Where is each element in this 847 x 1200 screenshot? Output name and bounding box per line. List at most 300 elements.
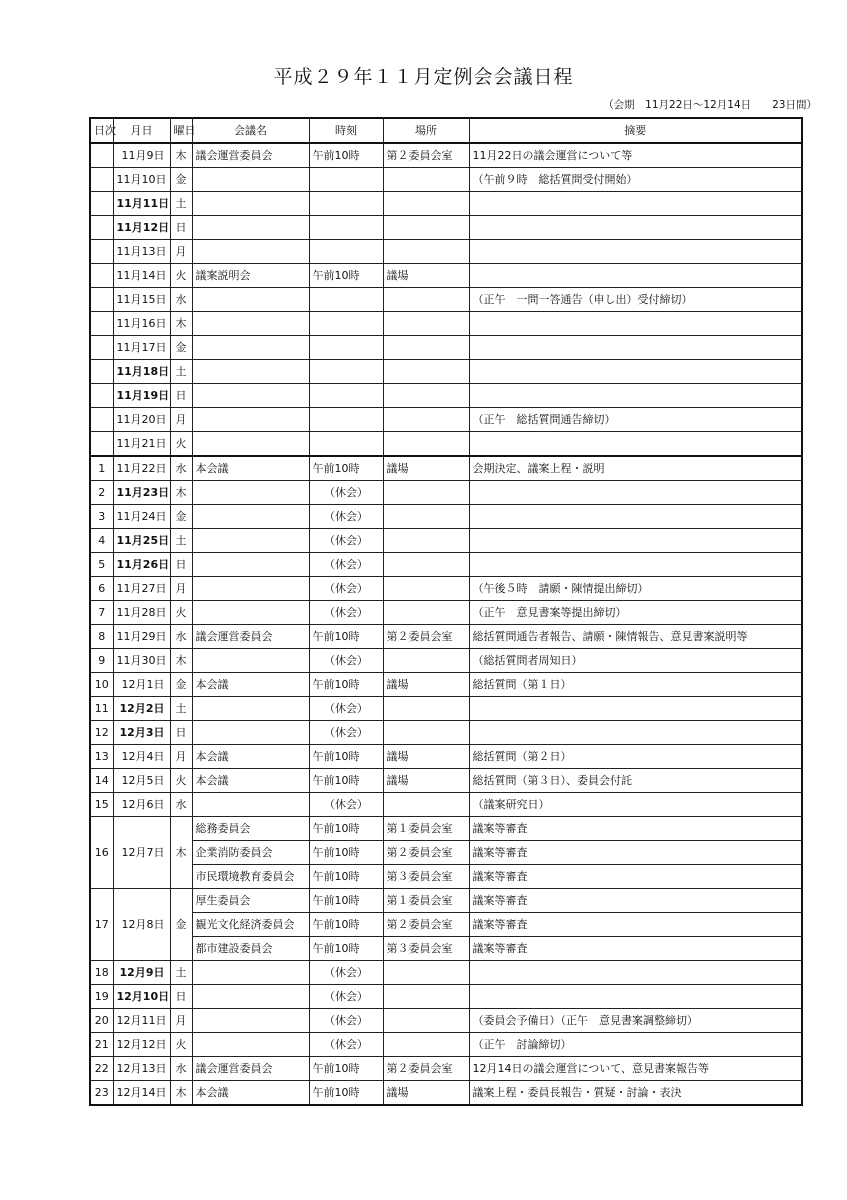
header-time: 時刻 [309,118,383,143]
time-cell: 午前10時 [309,745,383,769]
summary-cell: 総括質問（第３日）、委員会付託 [469,769,802,793]
date-cell: 11月17日 [113,336,170,360]
weekday-cell: 月 [170,408,192,432]
day-count-cell: 23 [90,1081,113,1106]
time-cell [309,288,383,312]
summary-cell: 総括質問（第２日） [469,745,802,769]
header-weekday: 曜日 [170,118,192,143]
table-row [90,721,802,745]
summary-cell: 議案上程・委員長報告・質疑・討論・表決 [469,1081,802,1106]
weekday-cell: 月 [170,745,192,769]
place-cell: 議場 [383,745,469,769]
time-cell [309,408,383,432]
meeting-cell: 企業消防委員会 [192,841,309,865]
summary-cell: 総括質問通告者報告、請願・陳情報告、意見書案説明等 [469,625,802,649]
meeting-cell: 本会議 [192,1081,309,1106]
meeting-cell: 厚生委員会 [192,889,309,913]
meeting-cell [192,312,309,336]
weekday-cell: 土 [170,360,192,384]
day-count-cell [90,336,113,360]
summary-cell: 議案等審査 [469,841,802,865]
table-row [90,769,802,793]
summary-cell: 議案等審査 [469,913,802,937]
weekday-cell: 土 [170,697,192,721]
day-count-cell: 8 [90,625,113,649]
day-count-cell: 13 [90,745,113,769]
table-row [90,505,802,529]
time-cell: 午前10時 [309,673,383,697]
table-row [90,697,802,721]
place-cell [383,577,469,601]
table-header-row [90,118,802,143]
summary-cell: （議案研究日） [469,793,802,817]
header-summary: 摘要 [469,118,802,143]
table-row [90,336,802,360]
date-cell: 12月4日 [113,745,170,769]
meeting-cell [192,961,309,985]
time-cell: （休会） [309,481,383,505]
time-cell: 午前10時 [309,1081,383,1106]
place-cell [383,961,469,985]
weekday-cell: 日 [170,216,192,240]
summary-cell [469,264,802,288]
meeting-cell: 市民環境教育委員会 [192,865,309,889]
table-row [90,456,802,481]
table-row [90,841,802,865]
summary-cell [469,505,802,529]
table-row [90,312,802,336]
table-row [90,913,802,937]
meeting-cell: 議会運営委員会 [192,1057,309,1081]
day-count-cell: 11 [90,697,113,721]
weekday-cell: 金 [170,889,192,961]
weekday-cell: 水 [170,288,192,312]
time-cell: 午前10時 [309,769,383,793]
meeting-cell [192,192,309,216]
place-cell [383,985,469,1009]
table-row [90,673,802,697]
table-row [90,937,802,961]
day-count-cell: 2 [90,481,113,505]
time-cell [309,240,383,264]
summary-cell: 議案等審査 [469,889,802,913]
weekday-cell: 火 [170,1033,192,1057]
time-cell: 午前10時 [309,143,383,168]
date-cell: 12月2日 [113,697,170,721]
meeting-cell: 本会議 [192,769,309,793]
header-meeting: 会議名 [192,118,309,143]
place-cell [383,553,469,577]
table-row [90,408,802,432]
place-cell [383,336,469,360]
place-cell [383,601,469,625]
place-cell: 議場 [383,264,469,288]
weekday-cell: 木 [170,481,192,505]
time-cell [309,432,383,457]
summary-cell: 議案等審査 [469,865,802,889]
date-cell: 12月14日 [113,1081,170,1106]
date-cell: 12月9日 [113,961,170,985]
table-row [90,961,802,985]
place-cell [383,168,469,192]
day-count-cell: 7 [90,601,113,625]
time-cell: （休会） [309,1009,383,1033]
meeting-cell: 議会運営委員会 [192,625,309,649]
day-count-cell [90,143,113,168]
day-count-cell: 15 [90,793,113,817]
place-cell [383,793,469,817]
time-cell [309,336,383,360]
schedule-body [90,143,802,1105]
weekday-cell: 木 [170,312,192,336]
weekday-cell: 土 [170,961,192,985]
place-cell [383,481,469,505]
time-cell [309,312,383,336]
weekday-cell: 木 [170,817,192,889]
date-cell: 11月27日 [113,577,170,601]
date-cell: 11月29日 [113,625,170,649]
weekday-cell: 木 [170,1081,192,1106]
weekday-cell: 月 [170,577,192,601]
time-cell [309,216,383,240]
place-cell [383,529,469,553]
place-cell [383,1009,469,1033]
header-place: 場所 [383,118,469,143]
time-cell: （休会） [309,529,383,553]
date-cell: 11月11日 [113,192,170,216]
meeting-cell [192,985,309,1009]
summary-cell: 議案等審査 [469,937,802,961]
summary-cell: （正午 一問一答通告（申し出）受付締切） [469,288,802,312]
day-count-cell: 5 [90,553,113,577]
place-cell: 第１委員会室 [383,889,469,913]
place-cell [383,288,469,312]
date-cell: 11月22日 [113,456,170,481]
meeting-cell: 観光文化経済委員会 [192,913,309,937]
table-row [90,553,802,577]
table-row [90,1009,802,1033]
day-count-cell: 10 [90,673,113,697]
place-cell [383,384,469,408]
weekday-cell: 日 [170,985,192,1009]
day-count-cell: 19 [90,985,113,1009]
summary-cell [469,529,802,553]
summary-cell: 11月22日の議会運営について等 [469,143,802,168]
meeting-cell: 本会議 [192,456,309,481]
summary-cell: （午前９時 総括質問受付開始） [469,168,802,192]
time-cell [309,168,383,192]
time-cell: （休会） [309,649,383,673]
weekday-cell: 水 [170,456,192,481]
date-cell: 12月12日 [113,1033,170,1057]
time-cell: 午前10時 [309,865,383,889]
place-cell: 第２委員会室 [383,913,469,937]
place-cell: 議場 [383,769,469,793]
table-row [90,240,802,264]
date-cell: 12月6日 [113,793,170,817]
header-day-count: 日次 [90,118,113,143]
time-cell: （休会） [309,505,383,529]
date-cell: 11月30日 [113,649,170,673]
day-count-cell [90,240,113,264]
weekday-cell: 木 [170,649,192,673]
place-cell: 第２委員会室 [383,841,469,865]
meeting-cell [192,649,309,673]
place-cell [383,505,469,529]
weekday-cell: 火 [170,601,192,625]
day-count-cell [90,216,113,240]
time-cell: 午前10時 [309,817,383,841]
weekday-cell: 月 [170,1009,192,1033]
place-cell: 第２委員会室 [383,625,469,649]
place-cell: 議場 [383,1081,469,1106]
day-count-cell: 3 [90,505,113,529]
date-cell: 11月19日 [113,384,170,408]
summary-cell: （正午 総括質問通告締切） [469,408,802,432]
time-cell: （休会） [309,1033,383,1057]
weekday-cell: 金 [170,336,192,360]
place-cell: 第２委員会室 [383,1057,469,1081]
table-row [90,865,802,889]
meeting-cell [192,721,309,745]
header-date: 月日 [113,118,170,143]
place-cell [383,312,469,336]
table-row [90,889,802,913]
day-count-cell: 20 [90,1009,113,1033]
date-cell: 12月13日 [113,1057,170,1081]
meeting-cell [192,216,309,240]
table-row [90,168,802,192]
summary-cell [469,312,802,336]
weekday-cell: 火 [170,264,192,288]
meeting-cell [192,432,309,457]
date-cell: 12月5日 [113,769,170,793]
meeting-cell: 議会運営委員会 [192,143,309,168]
time-cell: 午前10時 [309,889,383,913]
day-count-cell: 22 [90,1057,113,1081]
table-row [90,817,802,841]
time-cell: （休会） [309,721,383,745]
summary-cell [469,384,802,408]
date-cell: 12月1日 [113,673,170,697]
time-cell: 午前10時 [309,456,383,481]
date-cell: 12月8日 [113,889,170,961]
time-cell [309,192,383,216]
summary-cell [469,481,802,505]
meeting-cell [192,408,309,432]
place-cell [383,192,469,216]
summary-cell: （正午 討論締切） [469,1033,802,1057]
weekday-cell: 水 [170,793,192,817]
meeting-cell [192,481,309,505]
date-cell: 11月10日 [113,168,170,192]
day-count-cell: 17 [90,889,113,961]
place-cell [383,360,469,384]
weekday-cell: 木 [170,143,192,168]
time-cell: 午前10時 [309,264,383,288]
day-count-cell [90,264,113,288]
place-cell: 第２委員会室 [383,143,469,168]
meeting-cell [192,1033,309,1057]
day-count-cell: 18 [90,961,113,985]
summary-cell: 会期決定、議案上程・説明 [469,456,802,481]
date-cell: 11月28日 [113,601,170,625]
table-row [90,601,802,625]
summary-cell: 総括質問（第１日） [469,673,802,697]
meeting-cell: 本会議 [192,673,309,697]
date-cell: 11月18日 [113,360,170,384]
date-cell: 12月10日 [113,985,170,1009]
time-cell: 午前10時 [309,1057,383,1081]
summary-cell: （正午 意見書案等提出締切） [469,601,802,625]
table-row [90,1057,802,1081]
summary-cell: 12月14日の議会運営について、意見書案報告等 [469,1057,802,1081]
day-count-cell [90,432,113,457]
weekday-cell: 土 [170,529,192,553]
time-cell [309,384,383,408]
date-cell: 12月3日 [113,721,170,745]
place-cell [383,721,469,745]
time-cell: 午前10時 [309,841,383,865]
table-row [90,143,802,168]
place-cell [383,240,469,264]
table-row [90,1033,802,1057]
weekday-cell: 金 [170,168,192,192]
day-count-cell: 12 [90,721,113,745]
meeting-cell [192,336,309,360]
table-row [90,793,802,817]
summary-cell [469,240,802,264]
table-row [90,432,802,457]
summary-cell: （午後５時 請願・陳情提出締切） [469,577,802,601]
place-cell [383,697,469,721]
day-count-cell [90,312,113,336]
weekday-cell: 金 [170,505,192,529]
table-row [90,1081,802,1106]
table-row [90,264,802,288]
meeting-cell [192,601,309,625]
time-cell: （休会） [309,697,383,721]
date-cell: 11月12日 [113,216,170,240]
meeting-cell [192,168,309,192]
weekday-cell: 日 [170,721,192,745]
date-cell: 11月14日 [113,264,170,288]
day-count-cell: 21 [90,1033,113,1057]
date-cell: 11月23日 [113,481,170,505]
place-cell: 議場 [383,673,469,697]
day-count-cell [90,408,113,432]
place-cell [383,649,469,673]
meeting-cell [192,384,309,408]
meeting-cell [192,553,309,577]
date-cell: 11月26日 [113,553,170,577]
time-cell: （休会） [309,553,383,577]
day-count-cell: 9 [90,649,113,673]
summary-cell [469,985,802,1009]
table-row [90,985,802,1009]
summary-cell: 議案等審査 [469,817,802,841]
place-cell [383,408,469,432]
day-count-cell: 6 [90,577,113,601]
place-cell: 第３委員会室 [383,937,469,961]
time-cell: 午前10時 [309,913,383,937]
date-cell: 12月7日 [113,817,170,889]
time-cell [309,360,383,384]
day-count-cell [90,384,113,408]
day-count-cell: 16 [90,817,113,889]
table-row [90,481,802,505]
table-row [90,649,802,673]
table-row [90,625,802,649]
summary-cell: （総括質問者周知日） [469,649,802,673]
time-cell: 午前10時 [309,625,383,649]
summary-cell [469,721,802,745]
time-cell: （休会） [309,793,383,817]
summary-cell [469,360,802,384]
place-cell [383,432,469,457]
table-row [90,216,802,240]
day-count-cell: 14 [90,769,113,793]
day-count-cell [90,360,113,384]
date-cell: 11月20日 [113,408,170,432]
place-cell: 第３委員会室 [383,865,469,889]
table-row [90,192,802,216]
day-count-cell [90,192,113,216]
weekday-cell: 月 [170,240,192,264]
table-row [90,384,802,408]
date-cell: 11月24日 [113,505,170,529]
weekday-cell: 水 [170,625,192,649]
meeting-cell [192,240,309,264]
meeting-cell [192,529,309,553]
meeting-cell [192,1009,309,1033]
weekday-cell: 火 [170,769,192,793]
date-cell: 11月25日 [113,529,170,553]
date-cell: 11月21日 [113,432,170,457]
meeting-cell [192,697,309,721]
table-row [90,360,802,384]
weekday-cell: 火 [170,432,192,457]
meeting-cell [192,793,309,817]
summary-cell [469,432,802,457]
meeting-cell: 総務委員会 [192,817,309,841]
summary-cell [469,192,802,216]
date-cell: 11月16日 [113,312,170,336]
time-cell: （休会） [309,601,383,625]
date-cell: 11月9日 [113,143,170,168]
date-cell: 11月13日 [113,240,170,264]
table-row [90,577,802,601]
day-count-cell [90,168,113,192]
meeting-cell [192,360,309,384]
table-row [90,529,802,553]
day-count-cell: 4 [90,529,113,553]
date-cell: 11月15日 [113,288,170,312]
document-title: 平成２９年１１月定例会会議日程 [273,66,574,88]
place-cell: 議場 [383,456,469,481]
place-cell [383,216,469,240]
day-count-cell [90,288,113,312]
summary-cell: （委員会予備日）（正午 意見書案調整締切） [469,1009,802,1033]
schedule-table [89,117,803,1106]
summary-cell [469,697,802,721]
meeting-cell [192,577,309,601]
meeting-cell: 都市建設委員会 [192,937,309,961]
time-cell: （休会） [309,985,383,1009]
table-row [90,288,802,312]
weekday-cell: 土 [170,192,192,216]
time-cell: （休会） [309,577,383,601]
